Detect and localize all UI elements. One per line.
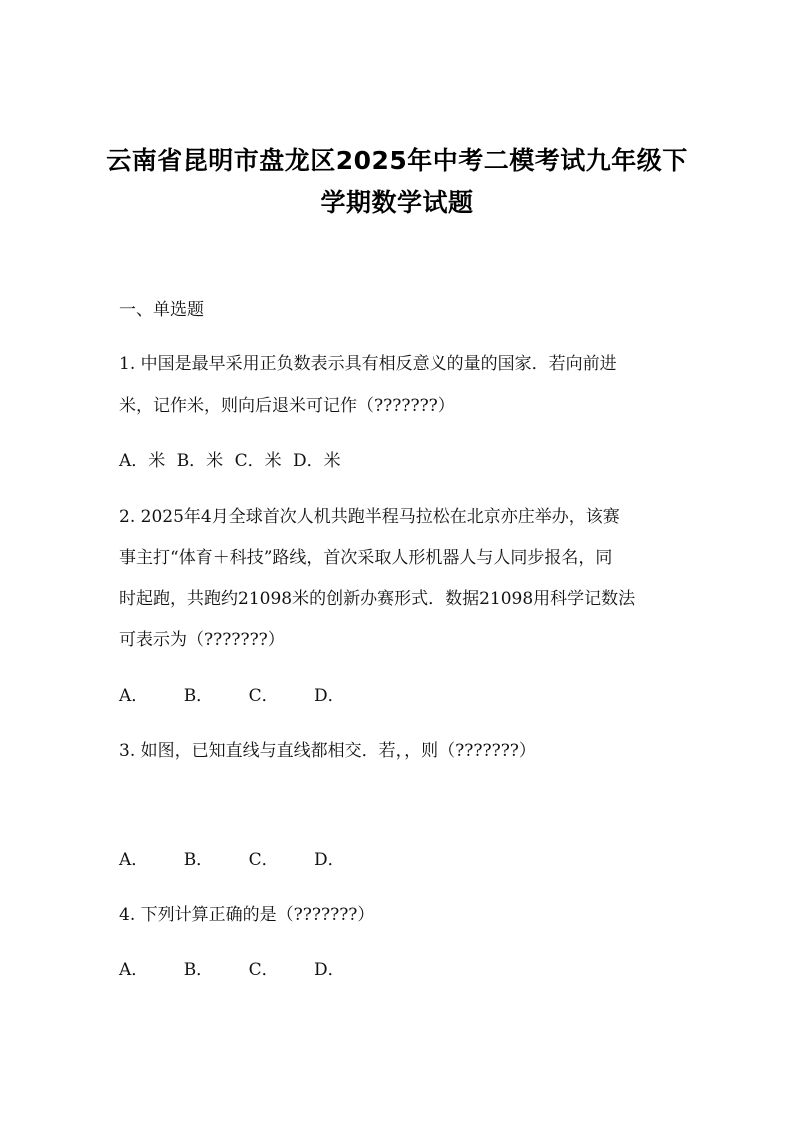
question-2-option-b: B． [183,686,214,706]
question-1-text-line-2: 米，记作米，则向后退米可记作（???????） [119,396,455,416]
question-3-option-b: B． [183,850,214,870]
question-2-text-line-2: 事主打“体育＋科技”路线，首次采取人形机器人与人同步报名，同 [119,548,613,568]
question-2-text-line-4: 可表示为（???????） [119,630,285,650]
question-3-option-d: D． [314,850,345,870]
question-2-option-d: D． [314,686,345,706]
question-2-options [119,681,375,706]
question-3-option-c: C． [248,850,279,870]
question-4-option-d: D． [314,960,345,980]
question-2-text-line-1: 2. 2025年4月全球首次人机共跑半程马拉松在北京亦庄举办，该赛 [119,507,620,527]
question-1-options [119,446,347,471]
question-4-option-a: A． [119,960,149,980]
question-1-option-a: A．米 [119,451,166,471]
section-heading: 一、单选题 [119,300,204,320]
question-1-option-c: C．米 [234,451,282,471]
question-4-options [119,955,375,980]
question-4-text-line-1: 4. 下列计算正确的是（???????） [119,905,375,925]
question-2-text-line-3: 时起跑，共跑约21098米的创新办赛形式．数据21098用科学记数法 [119,589,636,609]
question-3-options [119,845,375,870]
question-1-option-b: B．米 [176,451,224,471]
exam-title-line-2: 学期数学试题 [320,188,474,217]
question-2-option-a: A． [119,686,149,706]
question-4-option-c: C． [248,960,279,980]
question-4-option-b: B． [183,960,214,980]
question-1-text-line-1: 1. 中国是最早采用正负数表示具有相反意义的量的国家．若向前进 [119,354,617,374]
question-3-text-line-1: 3. 如图，已知直线与直线都相交．若，，则（???????） [119,741,536,761]
question-1-option-d: D．米 [293,451,341,471]
question-2-option-c: C． [248,686,279,706]
question-3-option-a: A． [119,850,149,870]
exam-title-line-1: 云南省昆明市盘龙区2025年中考二模考试九年级下 [106,146,688,175]
